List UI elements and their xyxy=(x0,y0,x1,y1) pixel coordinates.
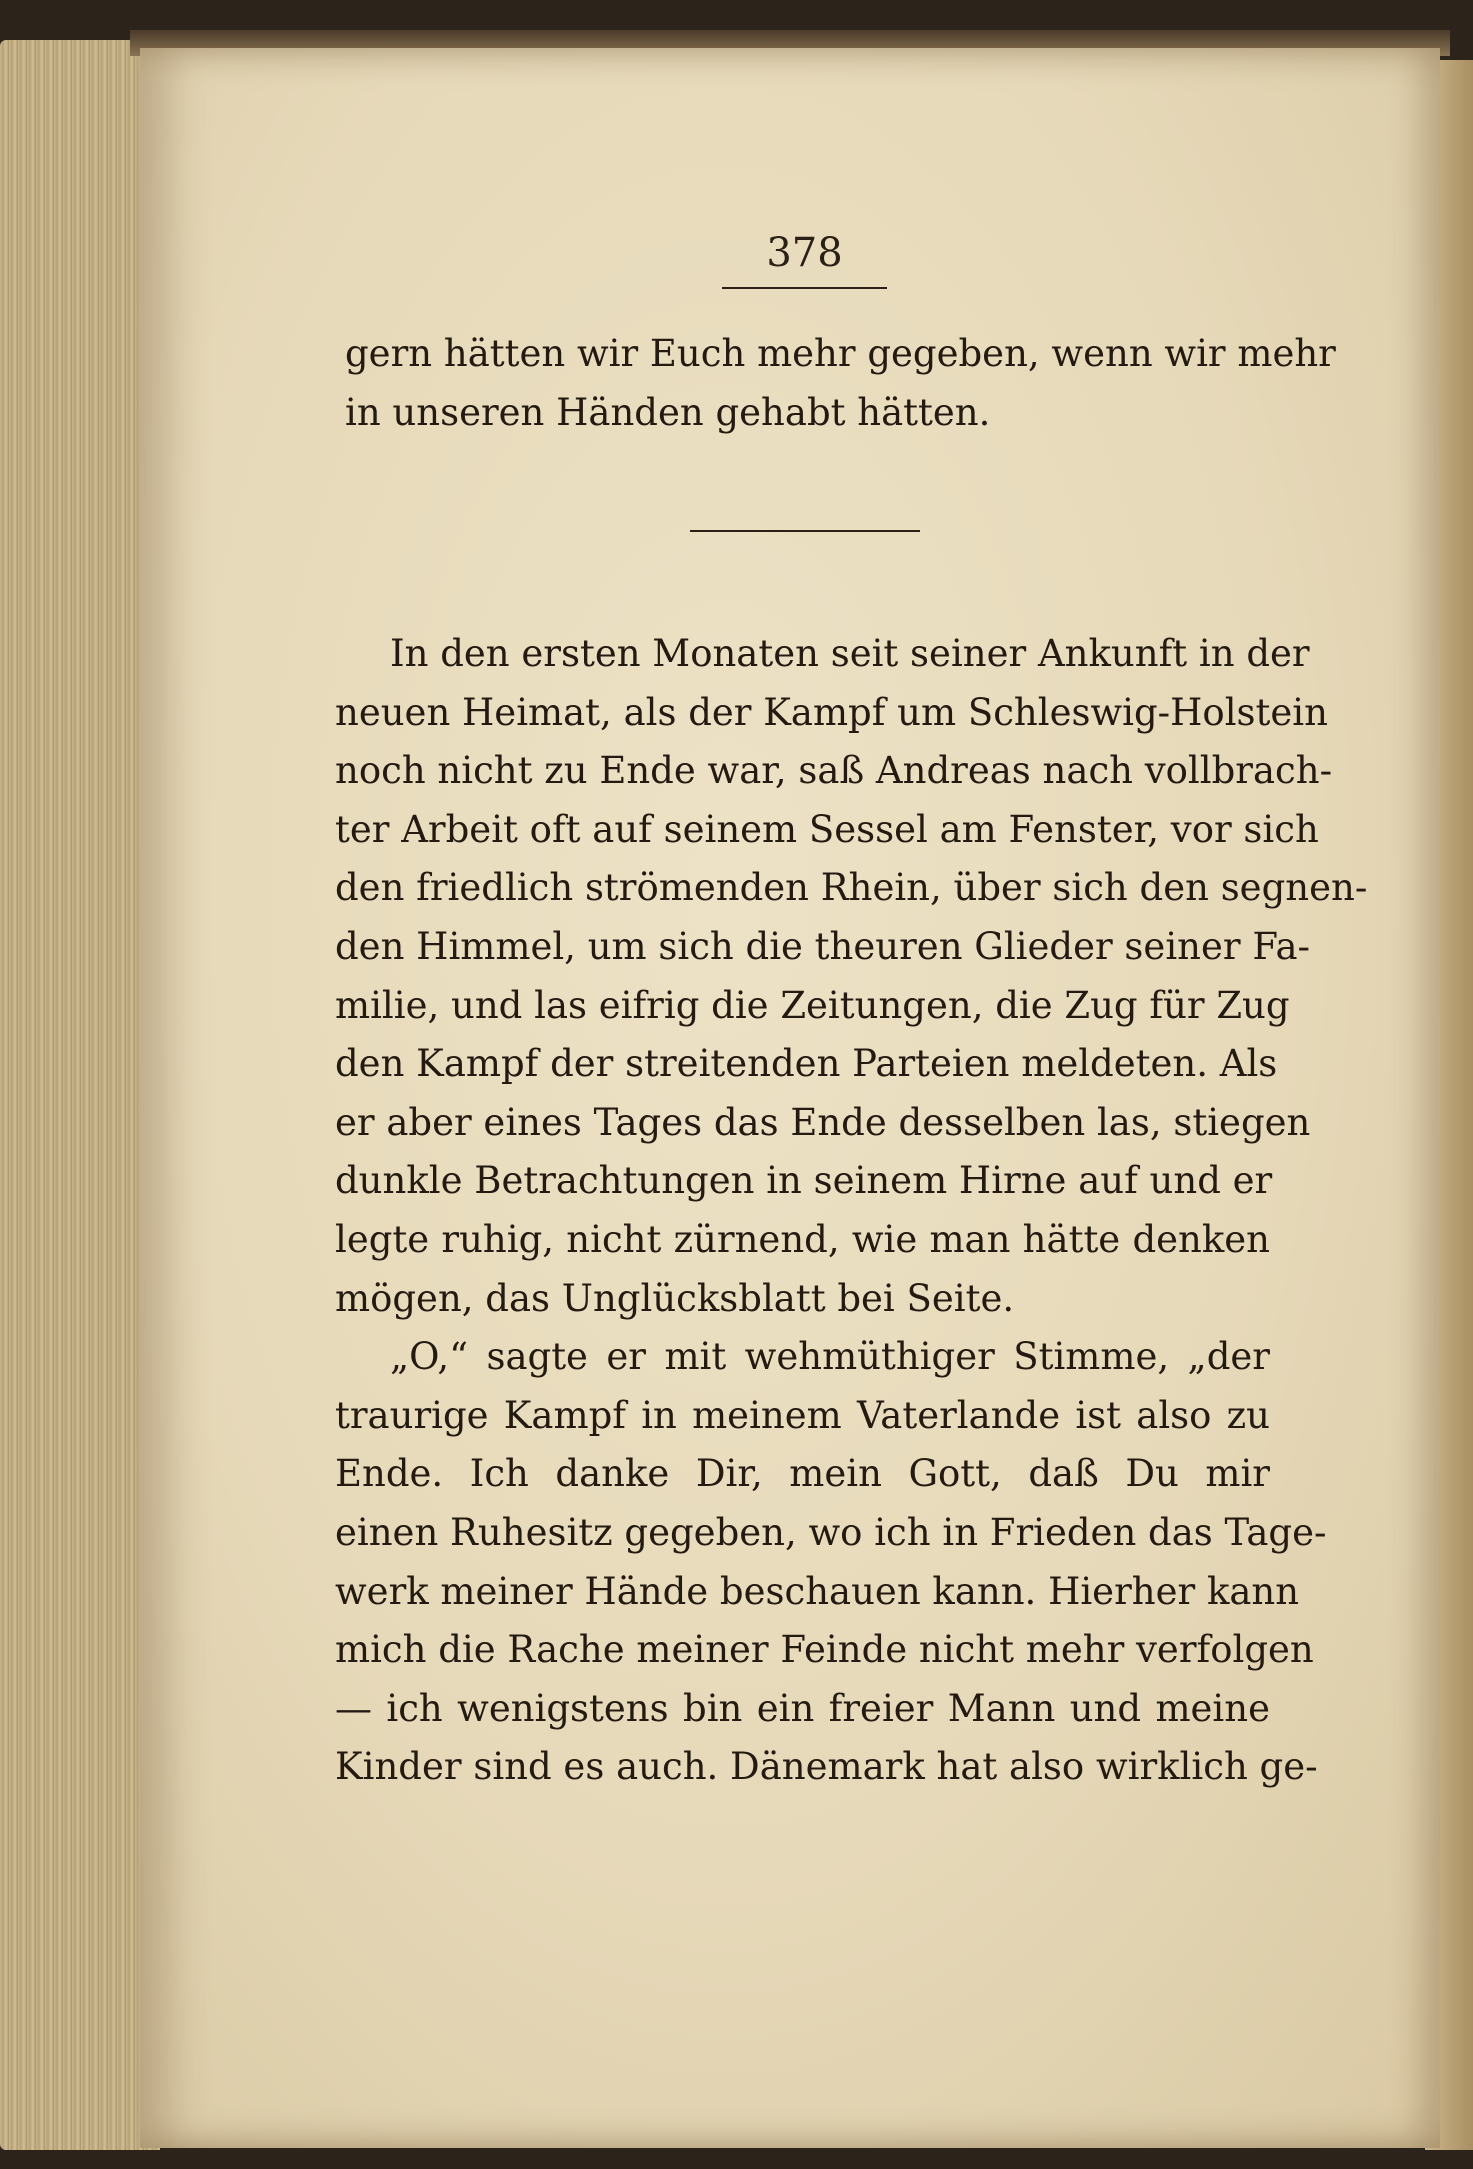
text-line: gern hätten wir Euch mehr gegeben, wenn wir mehr xyxy=(345,332,1336,375)
text-line: in unseren Händen gehabt hätten. xyxy=(345,390,991,434)
text-line: Kinder sind es auch. Dänemark hat also wirklich ge- xyxy=(335,1745,1318,1789)
text-line: milie, und las eifrig die Zeitungen, die Zug für Zug xyxy=(335,983,1290,1027)
text-line: er aber eines Tages das Ende desselben las, stiegen xyxy=(335,1100,1311,1144)
text-line: werk meiner Hände beschauen kann. Hierher kann xyxy=(335,1569,1300,1613)
page-number-rule xyxy=(722,287,887,289)
text-line: mich die Rache meiner Feinde nicht mehr verfolgen xyxy=(335,1628,1314,1672)
body-text xyxy=(335,625,1368,1797)
text-line: — ich wenigstens bin ein freier Mann und meine xyxy=(335,1686,1270,1730)
text-line: den Himmel, um sich die theuren Glieder seiner Fa- xyxy=(335,924,1311,968)
text-line: In den ersten Monaten seit seiner Ankunft in der xyxy=(390,632,1310,675)
section-divider xyxy=(690,530,920,532)
text-line: neuen Heimat, als der Kampf um Schleswig-Holstein xyxy=(335,690,1328,734)
text-line: noch nicht zu Ende war, saß Andreas nach vollbrach- xyxy=(335,749,1333,793)
text-line: mögen, das Unglücksblatt bei Seite. xyxy=(335,1276,1015,1320)
text-line: „O,“ sagte er mit wehmüthiger Stimme, „der xyxy=(390,1335,1270,1379)
paragraph-continuation xyxy=(345,325,1336,442)
text-line: dunkle Betrachtungen in seinem Hirne auf und er xyxy=(335,1159,1273,1203)
text-line: einen Ruhesitz gegeben, wo ich in Frieden das Tage- xyxy=(335,1510,1327,1554)
page-number: 378 xyxy=(766,230,843,276)
text-line: Ende. Ich danke Dir, mein Gott, daß Du mir xyxy=(335,1452,1270,1496)
text-line: den friedlich strömenden Rhein, über sich den segnen- xyxy=(335,866,1368,910)
page-stack-edge xyxy=(0,40,160,2150)
text-line: legte ruhig, nicht zürnend, wie man hätte denken xyxy=(335,1217,1270,1261)
text-line: traurige Kampf in meinem Vaterlande ist also zu xyxy=(335,1393,1270,1437)
text-line: den Kampf der streitenden Parteien meldeten. Als xyxy=(335,1042,1278,1086)
text-line: ter Arbeit oft auf seinem Sessel am Fenster, vor sich xyxy=(335,807,1319,851)
